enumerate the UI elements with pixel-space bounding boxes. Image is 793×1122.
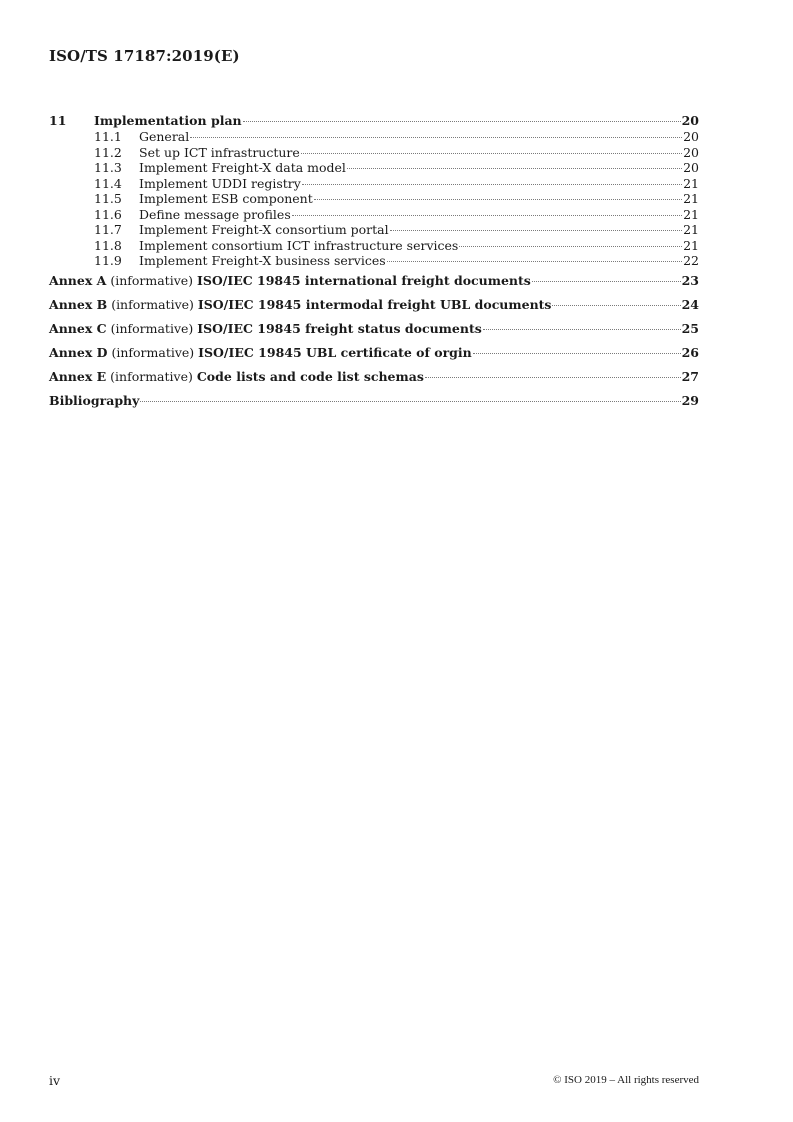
subclause-page: 22 bbox=[683, 253, 699, 268]
dot-leader bbox=[190, 137, 682, 138]
subclause-page: 21 bbox=[683, 206, 699, 222]
annex-status: (informative) bbox=[110, 368, 193, 384]
annex-label: Annex A bbox=[49, 272, 107, 288]
subclause-number: 11.6 bbox=[94, 206, 122, 222]
subclause-page: 21 bbox=[683, 175, 699, 191]
subclause-title: Implement Freight-X consortium portal bbox=[139, 222, 389, 237]
subclause-number: 11.8 bbox=[94, 237, 122, 253]
dot-leader bbox=[390, 230, 682, 231]
subclause-number: 11.2 bbox=[94, 144, 122, 160]
toc-annex-e[interactable] bbox=[49, 369, 699, 393]
table-of-contents bbox=[49, 113, 699, 417]
toc-subclause[interactable] bbox=[49, 176, 699, 192]
toc-subclause[interactable] bbox=[49, 129, 699, 145]
toc-annex-a[interactable] bbox=[49, 273, 699, 297]
annex-title: ISO/IEC 19845 international freight documents bbox=[197, 272, 531, 288]
annex-title: Code lists and code list schemas bbox=[196, 368, 424, 384]
toc-subclause[interactable] bbox=[49, 145, 699, 161]
annex-page: 24 bbox=[681, 296, 699, 312]
dot-leader bbox=[302, 184, 682, 185]
subclause-page: 20 bbox=[683, 144, 699, 160]
subclause-number: 11.5 bbox=[94, 191, 122, 206]
annex-title: ISO/IEC 19845 freight status documents bbox=[197, 320, 482, 336]
bibliography-page: 29 bbox=[681, 392, 699, 408]
dot-leader bbox=[483, 329, 681, 330]
dot-leader bbox=[459, 246, 682, 247]
bibliography-title: Bibliography bbox=[49, 392, 140, 408]
annex-title: ISO/IEC 19845 intermodal freight UBL documents bbox=[197, 296, 552, 312]
toc-subclause[interactable] bbox=[49, 207, 699, 223]
annex-status: (informative) bbox=[111, 344, 195, 360]
subclause-title: Implement Freight-X business services bbox=[139, 253, 386, 268]
dot-leader bbox=[140, 401, 680, 402]
toc-annex-b[interactable] bbox=[49, 297, 699, 321]
annex-status: (informative) bbox=[110, 272, 194, 288]
subclause-title: General bbox=[139, 129, 190, 144]
toc-subclause[interactable] bbox=[49, 222, 699, 238]
toc-subclause[interactable] bbox=[49, 253, 699, 269]
dot-leader bbox=[347, 168, 682, 169]
annex-label: Annex B bbox=[49, 296, 108, 312]
toc-bibliography[interactable] bbox=[49, 393, 699, 417]
dot-leader bbox=[387, 261, 682, 262]
annex-page: 27 bbox=[681, 368, 699, 384]
annex-label: Annex D bbox=[49, 344, 108, 360]
subclause-title: Implement consortium ICT infrastructure services bbox=[139, 237, 459, 253]
subclause-number: 11.9 bbox=[94, 253, 122, 268]
footer-page-number: iv bbox=[49, 1073, 61, 1088]
toc-clause-11[interactable] bbox=[49, 113, 699, 129]
subclause-title: Define message profiles bbox=[139, 206, 291, 222]
annex-status: (informative) bbox=[111, 296, 194, 312]
subclause-number: 11.4 bbox=[94, 175, 122, 191]
dot-leader bbox=[292, 215, 682, 216]
toc-subclause[interactable] bbox=[49, 238, 699, 254]
subclause-title: Implement UDDI registry bbox=[139, 175, 301, 191]
subclause-page: 20 bbox=[683, 129, 699, 144]
footer-copyright: © ISO 2019 – All rights reserved bbox=[553, 1074, 699, 1086]
annex-page: 26 bbox=[681, 344, 699, 360]
subclause-page: 21 bbox=[683, 191, 699, 206]
dot-leader bbox=[552, 305, 680, 306]
subclause-title: Set up ICT infrastructure bbox=[139, 144, 300, 160]
toc-annex-c[interactable] bbox=[49, 321, 699, 345]
toc-subclause[interactable] bbox=[49, 160, 699, 176]
subclause-number: 11.7 bbox=[94, 222, 122, 237]
subclause-page: 20 bbox=[683, 160, 699, 175]
annex-title: ISO/IEC 19845 UBL certificate of orgin bbox=[198, 344, 472, 360]
annex-page: 23 bbox=[681, 272, 699, 288]
subclause-number: 11.3 bbox=[94, 160, 122, 175]
subclause-page: 21 bbox=[683, 222, 699, 237]
dot-leader bbox=[243, 121, 681, 122]
subclause-number: 11.1 bbox=[94, 129, 122, 144]
document-header: ISO/TS 17187:2019(E) bbox=[49, 47, 240, 65]
toc-annex-d[interactable] bbox=[49, 345, 699, 369]
dot-leader bbox=[532, 281, 681, 282]
dot-leader bbox=[301, 153, 682, 154]
annex-status: (informative) bbox=[110, 320, 194, 336]
clause-page: 20 bbox=[681, 113, 699, 128]
annex-page: 25 bbox=[681, 320, 699, 336]
annex-label: Annex C bbox=[49, 320, 107, 336]
toc-subclause[interactable] bbox=[49, 191, 699, 207]
clause-title: Implementation plan bbox=[94, 113, 242, 128]
dot-leader bbox=[425, 377, 681, 378]
clause-number: 11 bbox=[49, 113, 67, 128]
subclause-page: 21 bbox=[683, 237, 699, 253]
subclause-title: Implement ESB component bbox=[139, 191, 313, 206]
dot-leader bbox=[473, 353, 681, 354]
annex-label: Annex E bbox=[49, 368, 107, 384]
subclause-title: Implement Freight-X data model bbox=[139, 160, 346, 175]
dot-leader bbox=[314, 199, 682, 200]
